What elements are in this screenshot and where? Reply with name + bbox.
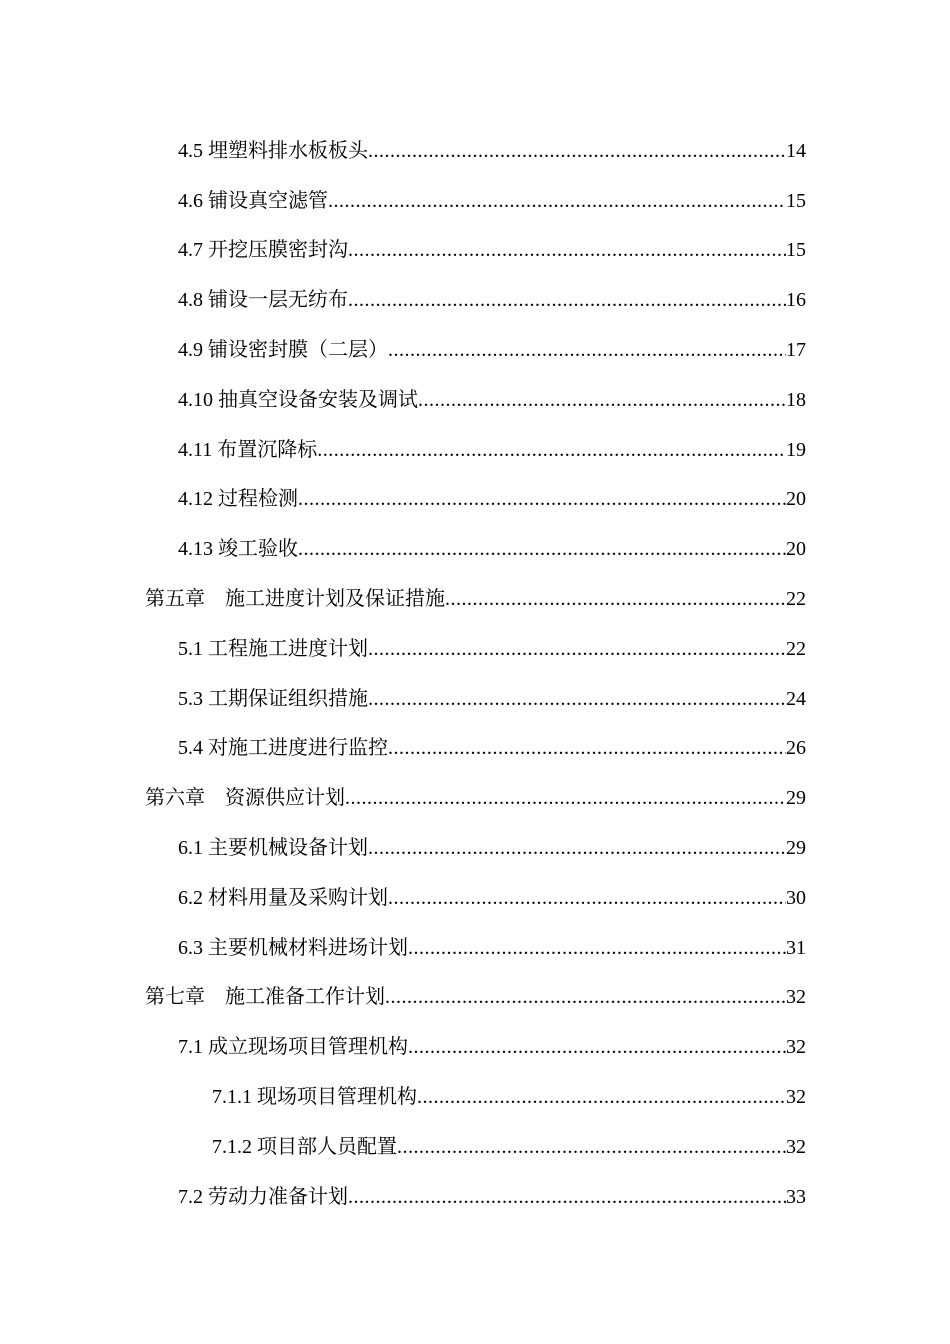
toc-entry-page-number: 26 — [786, 737, 806, 760]
toc-entry-title: 4.11 布置沉降标 — [178, 438, 318, 461]
toc-entry-page-number: 32 — [786, 1135, 806, 1158]
toc-entry-title: 4.13 竣工验收 — [178, 538, 298, 561]
toc-entry-page-number: 20 — [786, 538, 806, 561]
toc-entry-6-1[interactable] — [0, 823, 950, 873]
toc-entry-page-number: 30 — [786, 886, 806, 909]
toc-dot-leader — [388, 886, 786, 910]
toc-entry-page-number: 32 — [786, 1086, 806, 1109]
toc-dot-leader — [368, 637, 786, 661]
toc-entry-title: 5.1 工程施工进度计划 — [178, 637, 368, 660]
toc-dot-leader — [368, 139, 786, 163]
toc-entry-title: 4.8 铺设一层无纺布 — [178, 289, 348, 312]
toc-entry-title: 6.2 材料用量及采购计划 — [178, 886, 388, 909]
toc-entry-4-13[interactable] — [0, 524, 950, 574]
toc-entry-5-3[interactable] — [0, 674, 950, 724]
toc-entry-title: 4.7 开挖压膜密封沟 — [178, 239, 348, 262]
toc-entry-page-number: 29 — [786, 837, 806, 860]
toc-entry-title: 7.2 劳动力准备计划 — [178, 1185, 348, 1208]
toc-dot-leader — [368, 687, 786, 711]
toc-dot-leader — [408, 1035, 786, 1059]
toc-entry-page-number: 29 — [786, 787, 806, 810]
toc-dot-leader — [388, 736, 786, 760]
toc-entry-4-7[interactable] — [0, 226, 950, 276]
toc-entry-page-number: 14 — [786, 139, 806, 162]
toc-entry-page-number: 15 — [786, 239, 806, 262]
toc-entry-page-number: 16 — [786, 289, 806, 312]
toc-entry-4-6[interactable] — [0, 176, 950, 226]
toc-entry-chapter-7[interactable] — [0, 973, 950, 1023]
toc-entry-title: 4.5 埋塑料排水板板头 — [178, 139, 368, 162]
toc-dot-leader — [317, 438, 786, 462]
toc-entry-title: 6.1 主要机械设备计划 — [178, 837, 368, 860]
toc-entry-page-number: 32 — [786, 986, 806, 1009]
toc-entry-title: 第五章 施工进度计划及保证措施 — [145, 588, 445, 611]
toc-dot-leader — [385, 985, 786, 1009]
toc-dot-leader — [348, 1185, 786, 1209]
toc-entry-6-3[interactable] — [0, 923, 950, 973]
toc-entry-title: 5.3 工期保证组织措施 — [178, 687, 368, 710]
toc-entry-6-2[interactable] — [0, 873, 950, 923]
toc-entry-page-number: 33 — [786, 1185, 806, 1208]
toc-dot-leader — [345, 786, 786, 810]
toc-entry-7-1-2[interactable] — [0, 1122, 950, 1172]
toc-entry-page-number: 20 — [786, 488, 806, 511]
toc-entry-5-4[interactable] — [0, 724, 950, 774]
toc-entry-title: 第六章 资源供应计划 — [145, 787, 345, 810]
toc-entry-title: 7.1 成立现场项目管理机构 — [178, 1036, 408, 1059]
table-of-contents — [0, 126, 950, 1222]
toc-entry-page-number: 22 — [786, 588, 806, 611]
toc-entry-4-5[interactable] — [0, 126, 950, 176]
toc-dot-leader — [445, 587, 786, 611]
toc-dot-leader — [397, 1135, 786, 1159]
toc-entry-title: 4.10 抽真空设备安装及调试 — [178, 388, 418, 411]
toc-entry-4-12[interactable] — [0, 475, 950, 525]
toc-entry-title: 4.6 铺设真空滤管 — [178, 189, 328, 212]
toc-entry-page-number: 24 — [786, 687, 806, 710]
toc-entry-page-number: 17 — [786, 339, 806, 362]
toc-dot-leader — [417, 1085, 786, 1109]
toc-entry-chapter-6[interactable] — [0, 773, 950, 823]
toc-entry-title: 4.12 过程检测 — [178, 488, 298, 511]
toc-entry-title: 第七章 施工准备工作计划 — [145, 986, 385, 1009]
toc-entry-page-number: 22 — [786, 637, 806, 660]
toc-entry-7-1[interactable] — [0, 1022, 950, 1072]
toc-dot-leader — [388, 338, 786, 362]
toc-entry-5-1[interactable] — [0, 624, 950, 674]
toc-entry-page-number: 31 — [786, 936, 806, 959]
toc-entry-4-11[interactable] — [0, 425, 950, 475]
toc-dot-leader — [348, 238, 786, 262]
toc-entry-4-10[interactable] — [0, 375, 950, 425]
toc-dot-leader — [298, 487, 786, 511]
toc-entry-page-number: 19 — [786, 438, 806, 461]
toc-entry-chapter-5[interactable] — [0, 574, 950, 624]
toc-entry-4-9[interactable] — [0, 325, 950, 375]
toc-entry-page-number: 15 — [786, 189, 806, 212]
toc-entry-title: 5.4 对施工进度进行监控 — [178, 737, 388, 760]
toc-entry-title: 4.9 铺设密封膜（二层） — [178, 339, 388, 362]
toc-dot-leader — [368, 836, 786, 860]
toc-entry-page-number: 32 — [786, 1036, 806, 1059]
toc-entry-title: 6.3 主要机械材料进场计划 — [178, 936, 408, 959]
toc-entry-7-2[interactable] — [0, 1172, 950, 1222]
toc-dot-leader — [418, 388, 786, 412]
toc-entry-title: 7.1.1 现场项目管理机构 — [212, 1086, 417, 1109]
toc-entry-page-number: 18 — [786, 388, 806, 411]
toc-dot-leader — [298, 537, 786, 561]
toc-entry-7-1-1[interactable] — [0, 1072, 950, 1122]
toc-dot-leader — [348, 288, 786, 312]
toc-dot-leader — [328, 189, 786, 213]
toc-entry-4-8[interactable] — [0, 275, 950, 325]
toc-dot-leader — [408, 936, 786, 960]
toc-entry-title: 7.1.2 项目部人员配置 — [212, 1135, 397, 1158]
